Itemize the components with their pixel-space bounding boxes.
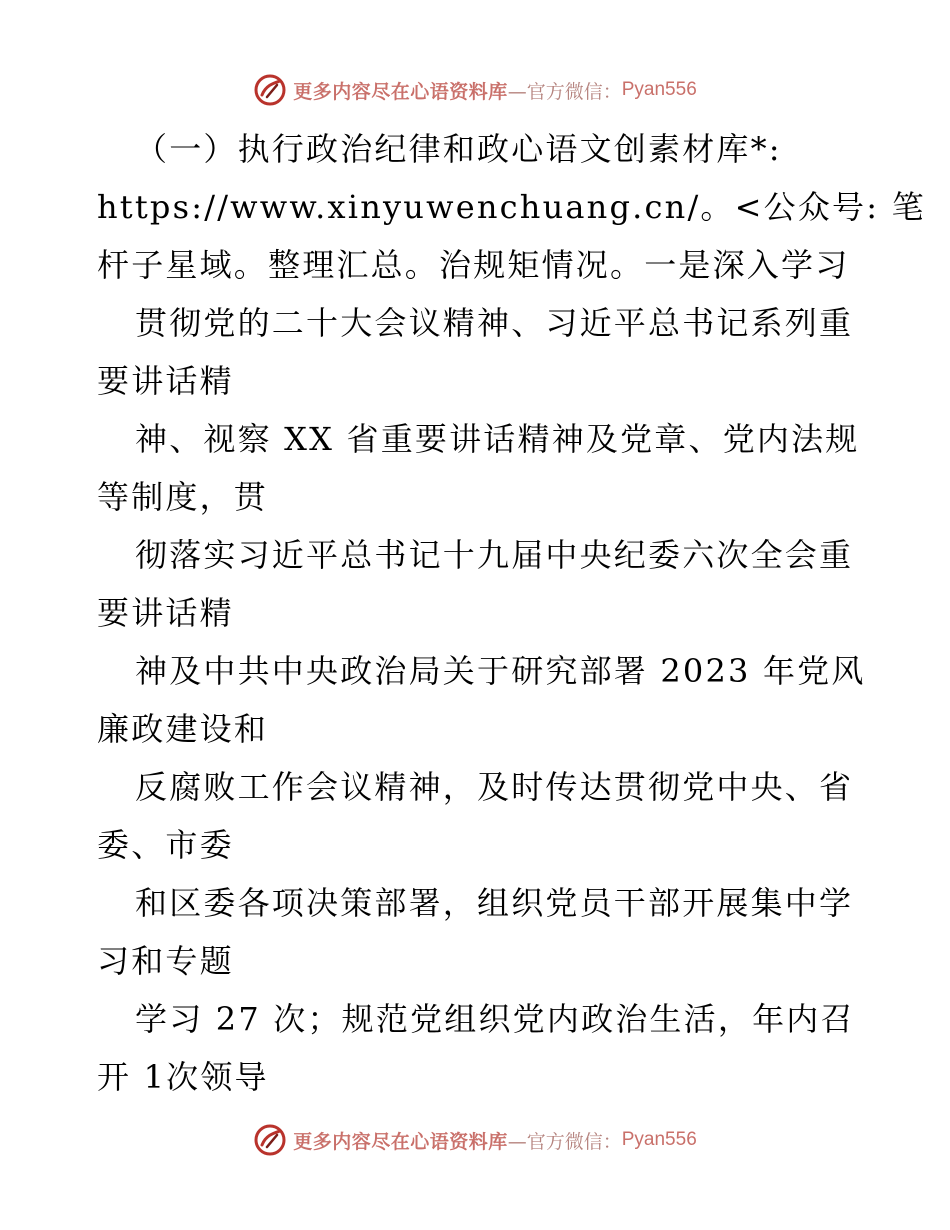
watermark-footer	[0, 1120, 950, 1160]
body-line: （一）执行政治纪律和政心语文创素材库*:	[135, 130, 782, 168]
watermark-wechat-id: Pyan556	[621, 1129, 697, 1150]
body-line: 学习 27 次；规范党组织党内政治生活，年内召	[135, 1000, 855, 1038]
body-line: 要讲话精	[97, 594, 234, 632]
watermark-header	[0, 70, 950, 110]
body-line: https://www.xinyuwenchuang.cn/。<公众号: 笔	[97, 188, 926, 226]
brand-logo-icon	[253, 1123, 287, 1157]
body-line: 等制度，贯	[97, 478, 269, 516]
body-line: 彻落实习近平总书记十九届中央纪委六次全会重	[135, 536, 854, 574]
body-line: 廉政建设和	[97, 710, 269, 748]
watermark-wechat-id: Pyan556	[621, 79, 697, 100]
body-line: 习和专题	[97, 942, 234, 980]
brand-logo-icon	[253, 73, 287, 107]
body-line: 反腐败工作会议精神，及时传达贯彻党中央、省	[135, 768, 854, 806]
body-line: 和区委各项决策部署，组织党员干部开展集中学	[135, 884, 854, 922]
body-line: 开 1次领导	[97, 1058, 269, 1096]
body-line: 要讲话精	[97, 362, 234, 400]
watermark-separator-text: —官方微信：	[507, 80, 622, 103]
watermark-separator-text: —官方微信：	[507, 1130, 622, 1153]
watermark-main-text: 更多内容尽在心语资料库	[293, 80, 508, 103]
watermark-main-text: 更多内容尽在心语资料库	[293, 1130, 508, 1153]
body-line: 贯彻党的二十大会议精神、习近平总书记系列重	[135, 304, 854, 342]
body-line: 神及中共中央政治局关于研究部署 2023 年党风	[135, 652, 866, 690]
body-line: 神、视察 XX 省重要讲话精神及党章、党内法规	[135, 420, 860, 458]
body-line: 委、市委	[97, 826, 234, 864]
body-line: 杆子星域。整理汇总。治规矩情况。一是深入学习	[97, 246, 850, 284]
